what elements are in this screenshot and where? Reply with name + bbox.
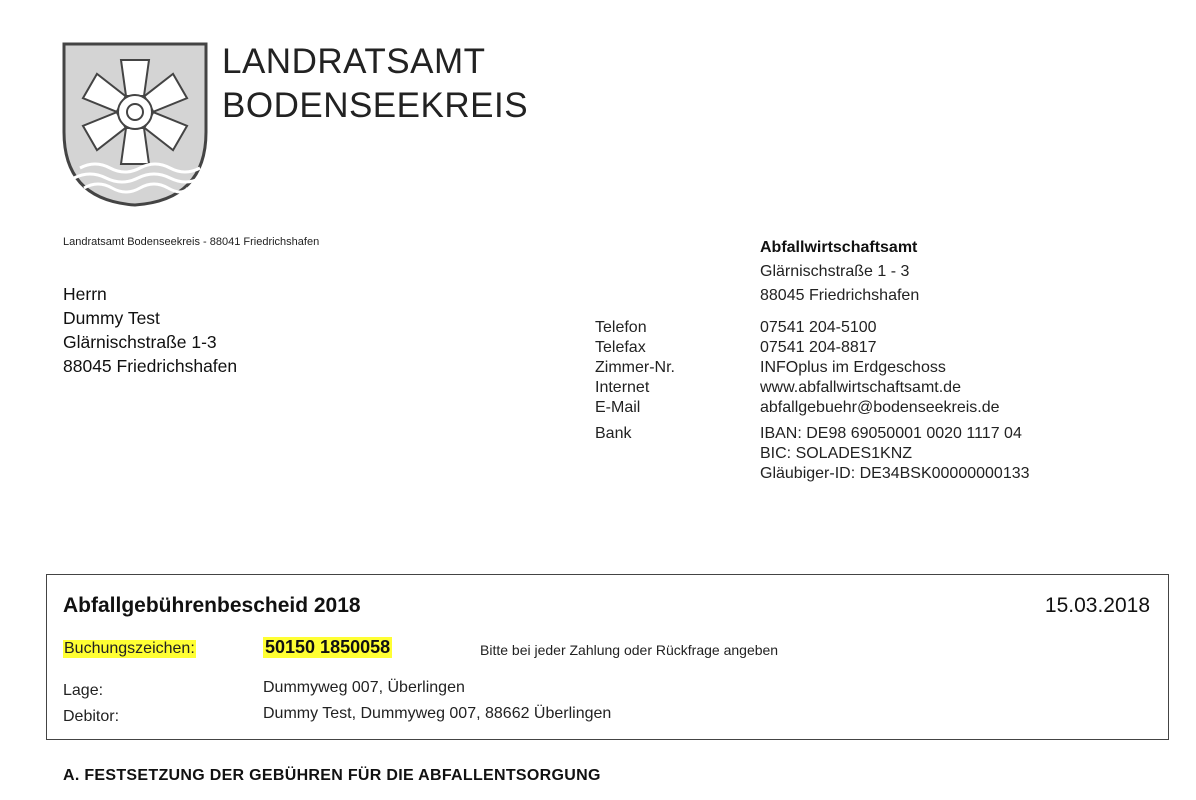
bic-value: BIC: SOLADES1KNZ — [760, 445, 913, 462]
notice-date: 15.03.2018 — [1044, 594, 1150, 617]
section-heading: A. FESTSETZUNG DER GEBÜHREN FÜR DIE ABFALLENTSORGUNG — [63, 767, 601, 784]
office-name: Abfallwirtschaftsamt — [760, 239, 918, 256]
zimmer-value: INFOplus im Erdgeschoss — [760, 359, 946, 376]
logo-text-line2: BODENSEEKREIS — [222, 86, 529, 125]
addressee-city: 88045 Friedrichshafen — [63, 356, 238, 376]
addressee-block — [63, 282, 237, 378]
office-street: Glärnischstraße 1 - 3 — [760, 263, 910, 280]
zimmer-label: Zimmer-Nr. — [595, 359, 675, 376]
telefon-label: Telefon — [595, 319, 647, 336]
addressee-salutation: Herrn — [63, 284, 107, 304]
telefax-value: 07541 204-8817 — [760, 339, 877, 356]
internet-value: www.abfallwirtschaftsamt.de — [760, 379, 961, 396]
addressee-name: Dummy Test — [63, 308, 160, 328]
crest-logo — [60, 40, 210, 208]
contact-values — [760, 318, 1030, 484]
lage-label: Lage: — [63, 682, 104, 699]
lage-value: Dummyweg 007, Überlingen — [263, 679, 465, 696]
office-city: 88045 Friedrichshafen — [760, 287, 920, 304]
sender-line: Landratsamt Bodenseekreis - 88041 Friedrichshafen — [63, 236, 320, 248]
logo-text-line1: LANDRATSAMT — [222, 42, 486, 81]
iban-value: IBAN: DE98 69050001 0020 1117 04 — [760, 425, 1022, 442]
addressee-street: Glärnischstraße 1-3 — [63, 332, 217, 352]
buchungszeichen-note: Bitte bei jeder Zahlung oder Rückfrage angeben — [480, 642, 779, 658]
buchungszeichen-value: 50150 1850058 — [265, 637, 391, 657]
telefax-label: Telefax — [595, 339, 646, 356]
email-value: abfallgebuehr@bodenseekreis.de — [760, 399, 1000, 416]
debitor-label: Debitor: — [63, 708, 120, 725]
debitor-value: Dummy Test, Dummyweg 007, 88662 Überlingen — [263, 705, 612, 722]
telefon-value: 07541 204-5100 — [760, 319, 877, 336]
email-label: E-Mail — [595, 399, 641, 416]
internet-label: Internet — [595, 379, 650, 396]
glaeubiger-value: Gläubiger-ID: DE34BSK00000000133 — [760, 465, 1030, 482]
contact-labels — [595, 318, 675, 444]
buchungszeichen-label: Buchungszeichen: — [64, 640, 195, 657]
office-block — [760, 236, 919, 308]
notice-title: Abfallgebührenbescheid 2018 — [63, 594, 361, 617]
bank-label: Bank — [595, 425, 632, 442]
